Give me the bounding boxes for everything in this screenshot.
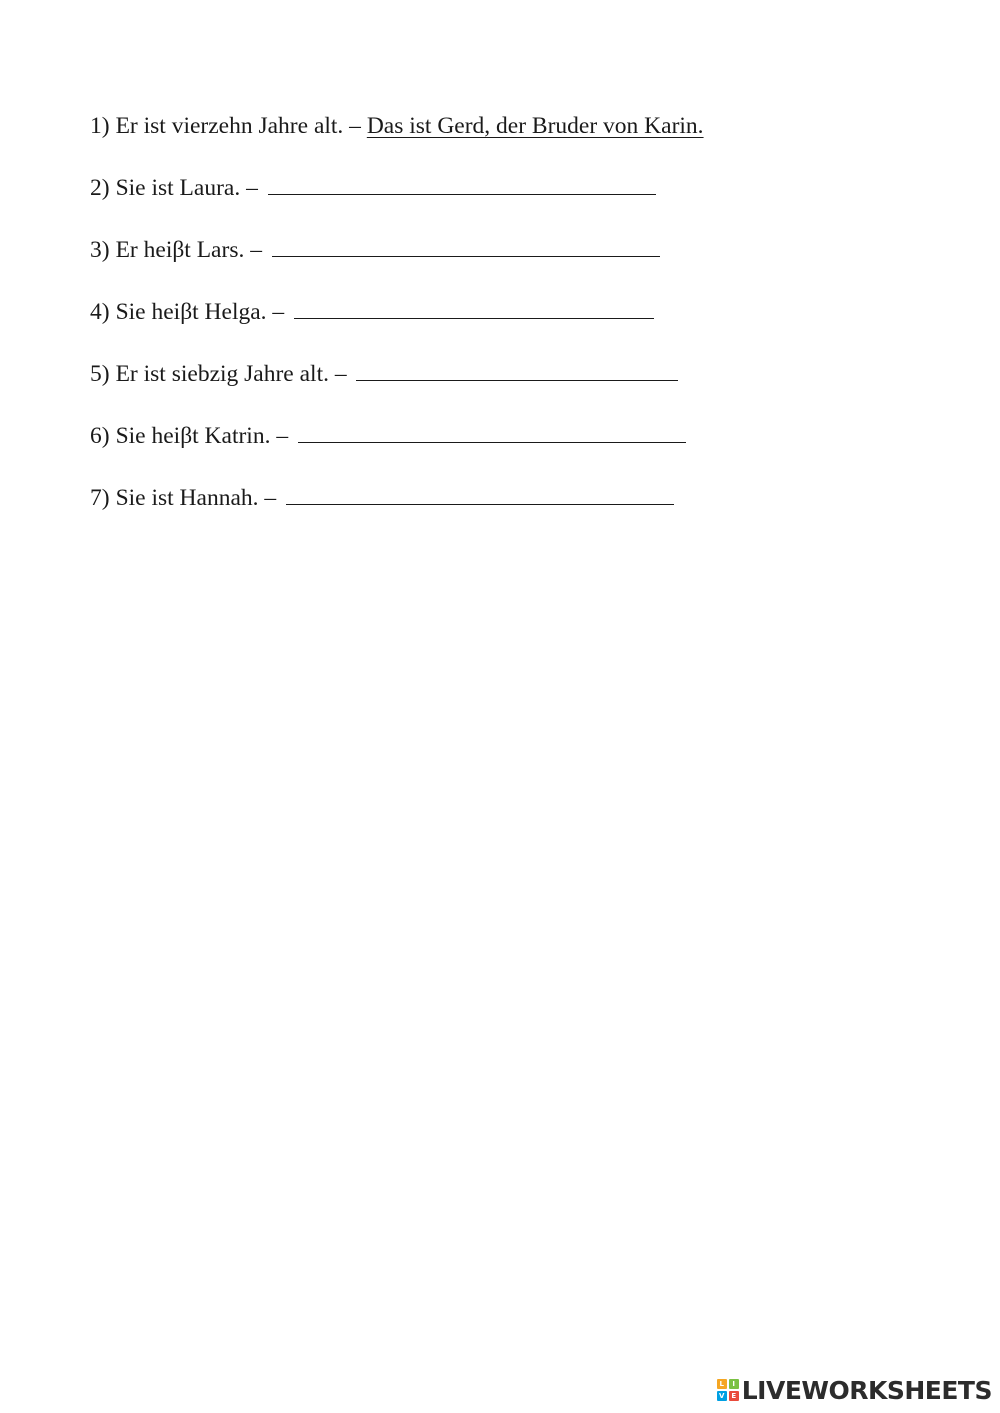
item-number: 6) — [90, 423, 110, 449]
exercise-item-3 — [90, 232, 930, 268]
exercise-item-2 — [90, 170, 930, 206]
answer-blank[interactable] — [356, 362, 678, 381]
example-answer: Das ist Gerd, der Bruder von Karin. — [366, 113, 704, 139]
exercise-item-7 — [90, 480, 930, 516]
item-prompt: Sie heiβt Katrin. – — [115, 423, 289, 449]
item-number: 1) — [90, 113, 110, 139]
logo-text: LIVEWORKSHEETS — [741, 1375, 992, 1405]
liveworksheets-logo — [717, 1373, 992, 1407]
worksheet — [90, 108, 930, 542]
liveworksheets-logo-icon: L I V E — [717, 1379, 739, 1401]
item-prompt: Sie heiβt Helga. – — [115, 299, 285, 325]
answer-blank[interactable] — [286, 486, 674, 505]
item-prompt: Sie ist Hannah. – — [115, 485, 277, 511]
exercise-item-5 — [90, 356, 930, 392]
item-number: 3) — [90, 237, 110, 263]
exercise-item-4 — [90, 294, 930, 330]
item-number: 7) — [90, 485, 110, 511]
answer-blank[interactable] — [272, 238, 660, 257]
exercise-item-6 — [90, 418, 930, 454]
exercise-item-1 — [90, 108, 930, 144]
answer-blank[interactable] — [268, 176, 656, 195]
answer-blank[interactable] — [294, 300, 654, 319]
item-prompt: Er heiβt Lars. – — [115, 237, 262, 263]
item-prompt: Er ist vierzehn Jahre alt. – — [115, 113, 361, 139]
item-prompt: Sie ist Laura. – — [115, 175, 258, 201]
item-number: 5) — [90, 361, 110, 387]
item-number: 2) — [90, 175, 110, 201]
item-prompt: Er ist siebzig Jahre alt. – — [115, 361, 347, 387]
answer-blank[interactable] — [298, 424, 686, 443]
item-number: 4) — [90, 299, 110, 325]
